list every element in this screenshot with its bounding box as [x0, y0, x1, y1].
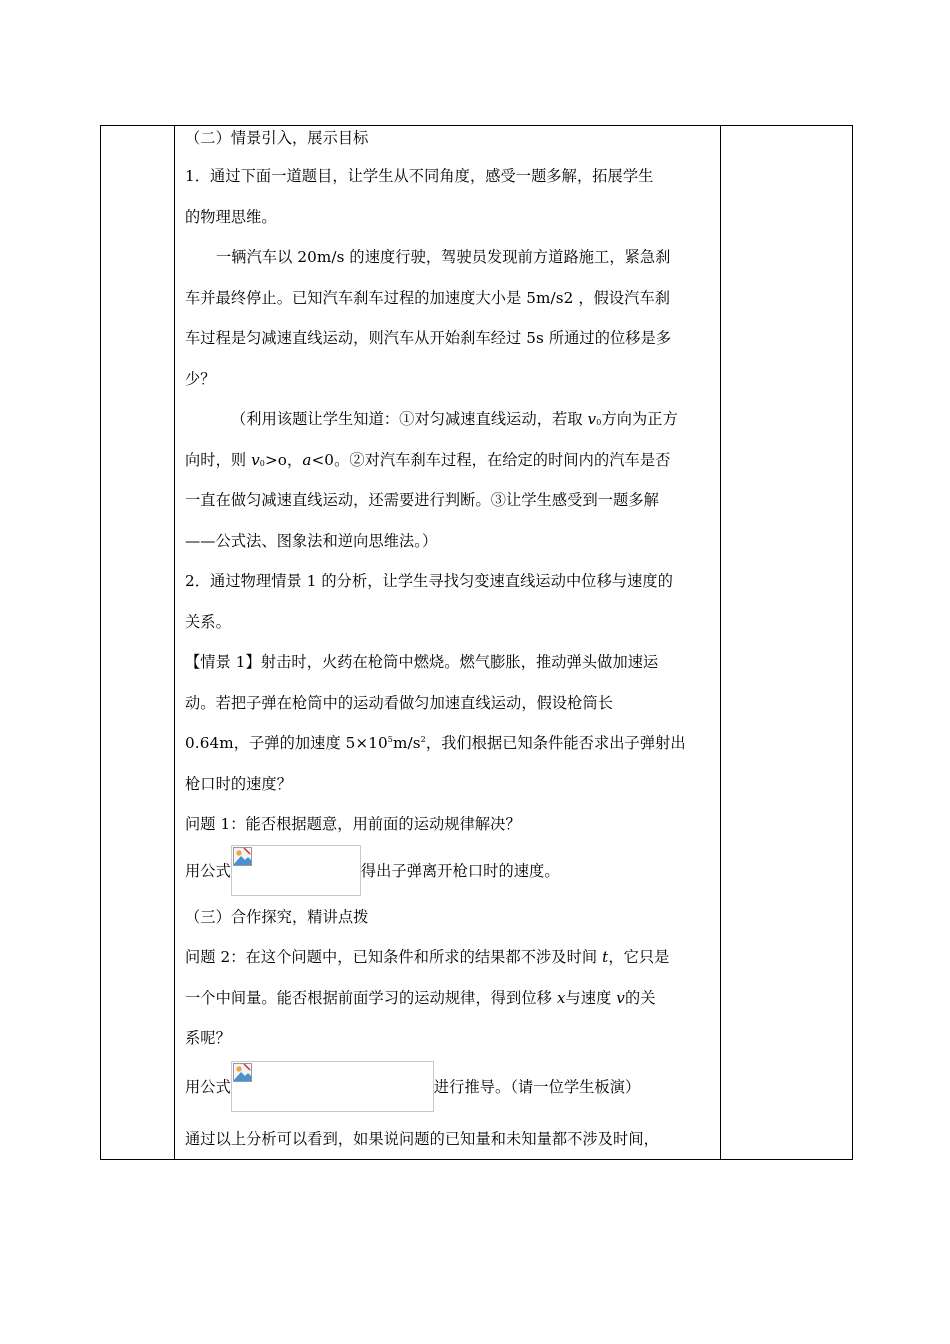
formula-suffix: 得出子弹离开枪口时的速度。 — [360, 862, 560, 880]
item-1-line-b: 的物理思维。 — [185, 207, 277, 226]
note-text: <0。②对汽车刹车过程，在给定的时间内的汽车是否 — [311, 450, 671, 469]
formula-prefix: 用公式 — [185, 862, 231, 880]
note-line-c: 一直在做匀减速直线运动，还需要进行判断。③让学生感受到一题多解 — [185, 491, 659, 509]
broken-image-icon — [233, 1063, 252, 1082]
note-text: 方向为正方 — [601, 410, 678, 428]
scenario-text: ，我们根据已知条件能否求出子弹射出 — [425, 734, 686, 752]
formula-image-placeholder — [231, 1061, 434, 1112]
problem-line-d: 少？ — [185, 369, 216, 388]
section-heading-3: （三）合作探究，精讲点拨 — [185, 907, 369, 926]
scenario-line-a — [185, 642, 710, 683]
note-line-d: ——公式法、图象法和逆向思维法。） — [185, 531, 438, 550]
acceleration-symbol: a — [302, 450, 312, 469]
note-line-b — [185, 440, 710, 481]
question-2-line-a — [185, 937, 710, 978]
problem-line-a: 一辆汽车以 20m/s 的速度行驶，驾驶员发现前方道路施工，紧急刹 — [216, 248, 671, 266]
question-text: ，它只是 — [608, 948, 670, 966]
scenario-line-d: 枪口时的速度？ — [185, 774, 293, 793]
scenario-line-c — [185, 723, 710, 764]
broken-image-icon — [233, 847, 252, 866]
item-2-line-a: 2．通过物理情景 1 的分析，让学生寻找匀变速直线运动中位移与速度的 — [185, 572, 674, 590]
formula-row-2 — [185, 1059, 710, 1115]
question-text: 的关 — [624, 988, 656, 1007]
displacement-symbol: x — [556, 988, 566, 1007]
scenario-text: m/s — [392, 734, 421, 752]
velocity-symbol: v — [251, 450, 260, 469]
subscript: 0 — [259, 458, 265, 468]
subscript: 0 — [596, 418, 602, 427]
note-text: （利用该题让学生知道：①对匀减速直线运动，若取 — [231, 410, 588, 428]
scenario-line-b: 动。若把子弹在枪筒中的运动看做匀加速直线运动，假设枪筒长 — [185, 693, 614, 712]
scenario-text: 0.64m，子弹的加速度 5×10 — [185, 734, 388, 752]
scenario-label: 【情景 1】 — [185, 653, 261, 671]
main-content-cell — [175, 126, 721, 1160]
question-2-line-c: 系呢？ — [185, 1029, 231, 1047]
section-heading-2: （二）情景引入，展示目标 — [185, 129, 369, 147]
velocity-symbol: v — [616, 988, 625, 1007]
superscript: 2 — [420, 735, 426, 744]
formula-image-placeholder — [231, 845, 361, 896]
velocity-symbol: v — [587, 410, 597, 428]
superscript: 5 — [387, 735, 393, 744]
note-line-a — [185, 399, 710, 440]
question-2-line-b — [185, 978, 710, 1019]
time-symbol: t — [602, 948, 609, 966]
item-2-line-b: 关系。 — [185, 612, 231, 631]
summary-line: 通过以上分析可以看到，如果说问题的已知量和未知量都不涉及时间， — [185, 1129, 659, 1148]
problem-line-c: 车过程是匀减速直线运动，则汽车从开始刹车经过 5s 所通过的位移是多 — [185, 329, 672, 347]
question-1: 问题 1：能否根据题意，用前面的运动规律解决？ — [185, 815, 521, 833]
question-text: 与速度 — [565, 988, 617, 1007]
formula-suffix: 进行推导。（请一位学生板演） — [433, 1078, 641, 1096]
note-text: 向时，则 — [185, 450, 252, 469]
question-text: 一个中间量。能否根据前面学习的运动规律，得到位移 — [185, 988, 557, 1007]
formula-row-1 — [185, 845, 710, 897]
left-column-cell — [101, 126, 175, 1160]
question-text: 问题 2：在这个问题中，已知条件和所求的结果都不涉及时间 — [185, 948, 603, 966]
lesson-table — [100, 125, 853, 1160]
note-text: >o， — [264, 450, 303, 469]
problem-line-b: 车并最终停止。已知汽车刹车过程的加速度大小是 5m/s2 ，假设汽车刹 — [185, 288, 671, 307]
right-column-cell — [721, 126, 853, 1160]
scenario-text: 射击时，火药在枪筒中燃烧。燃气膨胀，推动弹头做加速运 — [260, 653, 659, 671]
item-1-line-a: 1．通过下面一道题目，让学生从不同角度，感受一题多解，拓展学生 — [185, 167, 654, 185]
formula-prefix: 用公式 — [185, 1078, 231, 1096]
